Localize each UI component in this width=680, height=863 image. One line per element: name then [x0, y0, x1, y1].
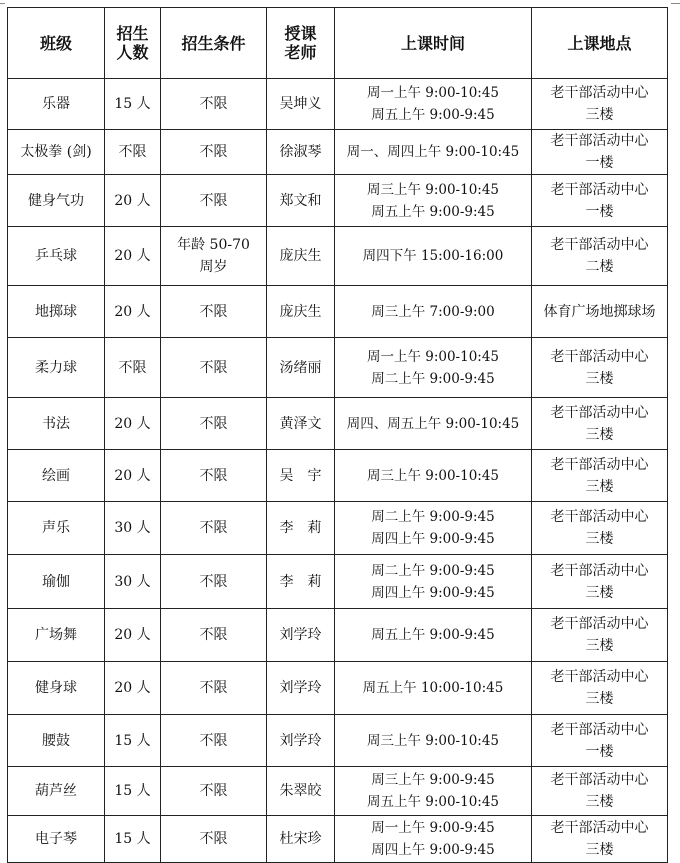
header-teacher-line2: 老师	[284, 43, 317, 62]
location-cell	[532, 662, 668, 715]
enroll-count-cell: 20 人	[105, 175, 161, 227]
condition-cell	[161, 450, 267, 502]
condition-cell	[161, 609, 267, 662]
location-cell-line: 老干部活动中心	[550, 456, 649, 473]
table-row	[8, 662, 668, 715]
time-cell	[335, 662, 532, 715]
location-cell-line: 三楼	[585, 478, 614, 495]
time-cell	[335, 79, 532, 130]
time-cell-line: 周二上午 9:00-9:45	[371, 562, 495, 579]
location-cell-line: 二楼	[585, 259, 614, 275]
condition-cell	[161, 502, 267, 555]
location-cell-line: 三楼	[585, 794, 614, 810]
time-cell-line: 周二上午 9:00-9:45	[371, 509, 495, 525]
teacher-cell: 吴坤义	[267, 79, 335, 130]
condition-cell-line: 不限	[199, 144, 228, 160]
time-cell-line: 周三上午 9:00-10:45	[366, 467, 500, 484]
condition-cell	[161, 767, 267, 816]
location-cell	[532, 816, 668, 863]
time-cell-line: 周五上午 9:00-9:45	[371, 203, 495, 220]
header-enroll-line1: 招生	[116, 24, 149, 43]
enroll-count-cell: 20 人	[105, 609, 161, 662]
class-name-cell: 电子琴	[8, 816, 105, 863]
time-cell	[335, 715, 532, 767]
location-cell-line: 三楼	[585, 842, 614, 858]
condition-cell-line: 不限	[199, 627, 228, 643]
enroll-count-cell: 20 人	[105, 398, 161, 450]
time-cell-line: 周三上午 9:00-10:45	[366, 181, 500, 198]
location-cell-line: 老干部活动中心	[550, 669, 649, 685]
enroll-count-cell: 20 人	[105, 286, 161, 338]
class-name-cell: 广场舞	[8, 609, 105, 662]
condition-cell-line: 不限	[199, 359, 228, 376]
class-name-cell: 乐器	[8, 79, 105, 130]
enroll-count-cell: 20 人	[105, 450, 161, 502]
location-cell-line: 三楼	[585, 584, 614, 601]
class-name-cell: 腰鼓	[8, 715, 105, 767]
location-cell	[532, 450, 668, 502]
enroll-count-cell: 不限	[105, 130, 161, 175]
location-cell	[532, 715, 668, 767]
condition-cell-line: 不限	[199, 192, 228, 209]
condition-cell	[161, 286, 267, 338]
condition-cell	[161, 79, 267, 130]
condition-cell	[161, 715, 267, 767]
condition-cell-line: 年龄 50-70	[177, 237, 250, 253]
location-cell-line: 老干部活动中心	[550, 181, 649, 198]
table-row	[8, 130, 668, 175]
condition-cell	[161, 338, 267, 398]
location-cell-line: 三楼	[585, 638, 614, 654]
enroll-count-cell: 30 人	[105, 555, 161, 609]
condition-cell-line: 不限	[199, 732, 228, 749]
teacher-cell: 汤绪丽	[267, 338, 335, 398]
class-name-cell: 绘画	[8, 450, 105, 502]
location-cell	[532, 175, 668, 227]
header-row	[8, 8, 668, 79]
teacher-cell: 庞庆生	[267, 227, 335, 286]
location-cell-line: 一楼	[585, 155, 614, 171]
time-cell-line: 周五上午 9:00-9:45	[371, 627, 495, 643]
time-cell	[335, 398, 532, 450]
time-cell-line: 周一上午 9:00-10:45	[366, 348, 500, 365]
condition-cell-line: 不限	[199, 467, 228, 484]
condition-cell-line: 不限	[199, 831, 228, 847]
condition-cell	[161, 130, 267, 175]
condition-cell-line: 不限	[199, 573, 228, 590]
teacher-cell: 郑文和	[267, 175, 335, 227]
table-row	[8, 79, 668, 130]
condition-cell	[161, 816, 267, 863]
table-row	[8, 338, 668, 398]
header-teacher-line1: 授课	[284, 24, 317, 43]
class-name-cell: 葫芦丝	[8, 767, 105, 816]
location-cell-line: 一楼	[585, 203, 614, 220]
location-cell-line: 体育广场地掷球场	[543, 303, 656, 320]
crop-mark-right	[671, 3, 680, 4]
time-cell-line: 周一上午 9:00-9:45	[371, 820, 495, 836]
location-cell-line: 老干部活动中心	[550, 562, 649, 579]
location-cell-line: 三楼	[585, 107, 614, 123]
teacher-cell: 庞庆生	[267, 286, 335, 338]
condition-cell	[161, 662, 267, 715]
table-body	[8, 79, 668, 863]
time-cell-line: 周三上午 9:00-9:45	[371, 772, 495, 788]
location-cell-line: 三楼	[585, 370, 614, 387]
teacher-cell: 吴 宇	[267, 450, 335, 502]
header-enroll-count	[105, 8, 161, 79]
location-cell-line: 老干部活动中心	[550, 772, 649, 788]
time-cell	[335, 767, 532, 816]
time-cell	[335, 502, 532, 555]
location-cell-line: 老干部活动中心	[550, 616, 649, 632]
location-cell	[532, 398, 668, 450]
enroll-count-cell: 不限	[105, 338, 161, 398]
location-cell-line: 三楼	[585, 426, 614, 443]
class-name-cell: 声乐	[8, 502, 105, 555]
time-cell	[335, 227, 532, 286]
location-cell-line: 老干部活动中心	[550, 85, 649, 101]
class-name-cell: 书法	[8, 398, 105, 450]
class-schedule-table	[7, 7, 668, 863]
time-cell-line: 周四上午 9:00-9:45	[371, 842, 495, 858]
time-cell-line: 周三上午 9:00-10:45	[366, 732, 500, 749]
location-cell-line: 老干部活动中心	[550, 404, 649, 421]
teacher-cell: 李 莉	[267, 555, 335, 609]
header-time: 上课时间	[335, 8, 532, 79]
condition-cell	[161, 175, 267, 227]
location-cell	[532, 286, 668, 338]
header-teacher	[267, 8, 335, 79]
class-name-cell: 健身球	[8, 662, 105, 715]
time-cell-line: 周五上午 10:00-10:45	[362, 680, 504, 696]
condition-cell-line: 周岁	[199, 259, 228, 275]
teacher-cell: 徐淑琴	[267, 130, 335, 175]
condition-cell-line: 不限	[199, 303, 228, 320]
class-name-cell: 乒乓球	[8, 227, 105, 286]
time-cell-line: 周一上午 9:00-10:45	[366, 85, 500, 101]
condition-cell	[161, 227, 267, 286]
condition-cell-line: 不限	[199, 680, 228, 696]
enroll-count-cell: 30 人	[105, 502, 161, 555]
table-row	[8, 450, 668, 502]
enroll-count-cell: 15 人	[105, 715, 161, 767]
table-row	[8, 609, 668, 662]
location-cell	[532, 338, 668, 398]
condition-cell	[161, 555, 267, 609]
teacher-cell: 刘学玲	[267, 609, 335, 662]
location-cell	[532, 767, 668, 816]
time-cell-line: 周四下午 15:00-16:00	[362, 248, 504, 264]
table-row	[8, 175, 668, 227]
location-cell-line: 老干部活动中心	[550, 133, 649, 149]
time-cell	[335, 286, 532, 338]
time-cell-line: 周二上午 9:00-9:45	[371, 370, 495, 387]
teacher-cell: 李 莉	[267, 502, 335, 555]
class-name-cell: 太极拳 (剑)	[8, 130, 105, 175]
table-row	[8, 767, 668, 816]
class-name-cell: 地掷球	[8, 286, 105, 338]
time-cell-line: 周四、周五上午 9:00-10:45	[346, 415, 520, 432]
time-cell-line: 周三上午 7:00-9:00	[371, 303, 495, 320]
location-cell-line: 三楼	[585, 691, 614, 707]
teacher-cell: 刘学玲	[267, 715, 335, 767]
location-cell	[532, 555, 668, 609]
condition-cell	[161, 398, 267, 450]
time-cell	[335, 609, 532, 662]
table-row	[8, 715, 668, 767]
enroll-count-cell: 15 人	[105, 816, 161, 863]
enroll-count-cell: 20 人	[105, 227, 161, 286]
condition-cell-line: 不限	[199, 783, 228, 799]
location-cell-line: 老干部活动中心	[550, 348, 649, 365]
teacher-cell: 黄泽文	[267, 398, 335, 450]
table-row	[8, 502, 668, 555]
location-cell-line: 一楼	[585, 743, 614, 760]
time-cell	[335, 816, 532, 863]
time-cell-line: 周五上午 9:00-9:45	[371, 107, 495, 123]
time-cell	[335, 338, 532, 398]
time-cell-line: 周一、周四上午 9:00-10:45	[346, 144, 520, 160]
time-cell-line: 周五上午 9:00-10:45	[366, 794, 500, 810]
class-name-cell: 瑜伽	[8, 555, 105, 609]
table-row	[8, 286, 668, 338]
header-condition: 招生条件	[161, 8, 267, 79]
teacher-cell: 朱翠皎	[267, 767, 335, 816]
table-row	[8, 227, 668, 286]
location-cell-line: 老干部活动中心	[550, 509, 649, 525]
time-cell	[335, 450, 532, 502]
location-cell	[532, 79, 668, 130]
condition-cell-line: 不限	[199, 96, 228, 112]
time-cell-line: 周四上午 9:00-9:45	[371, 584, 495, 601]
location-cell-line: 老干部活动中心	[550, 820, 649, 836]
enroll-count-cell: 15 人	[105, 79, 161, 130]
time-cell-line: 周四上午 9:00-9:45	[371, 531, 495, 547]
class-name-cell: 健身气功	[8, 175, 105, 227]
header-enroll-line2: 人数	[116, 43, 149, 62]
header-location: 上课地点	[532, 8, 668, 79]
location-cell	[532, 227, 668, 286]
location-cell	[532, 609, 668, 662]
location-cell	[532, 502, 668, 555]
table-row	[8, 398, 668, 450]
teacher-cell: 杜宋珍	[267, 816, 335, 863]
crop-mark-left	[0, 3, 5, 4]
enroll-count-cell: 20 人	[105, 662, 161, 715]
location-cell-line: 老干部活动中心	[550, 237, 649, 253]
time-cell	[335, 555, 532, 609]
location-cell	[532, 130, 668, 175]
condition-cell-line: 不限	[199, 415, 228, 432]
location-cell-line: 三楼	[585, 531, 614, 547]
enroll-count-cell: 15 人	[105, 767, 161, 816]
table-row	[8, 555, 668, 609]
table-row	[8, 816, 668, 863]
time-cell	[335, 130, 532, 175]
teacher-cell: 刘学玲	[267, 662, 335, 715]
condition-cell-line: 不限	[199, 520, 228, 536]
location-cell-line: 老干部活动中心	[550, 721, 649, 738]
header-class: 班级	[8, 8, 105, 79]
class-name-cell: 柔力球	[8, 338, 105, 398]
time-cell	[335, 175, 532, 227]
